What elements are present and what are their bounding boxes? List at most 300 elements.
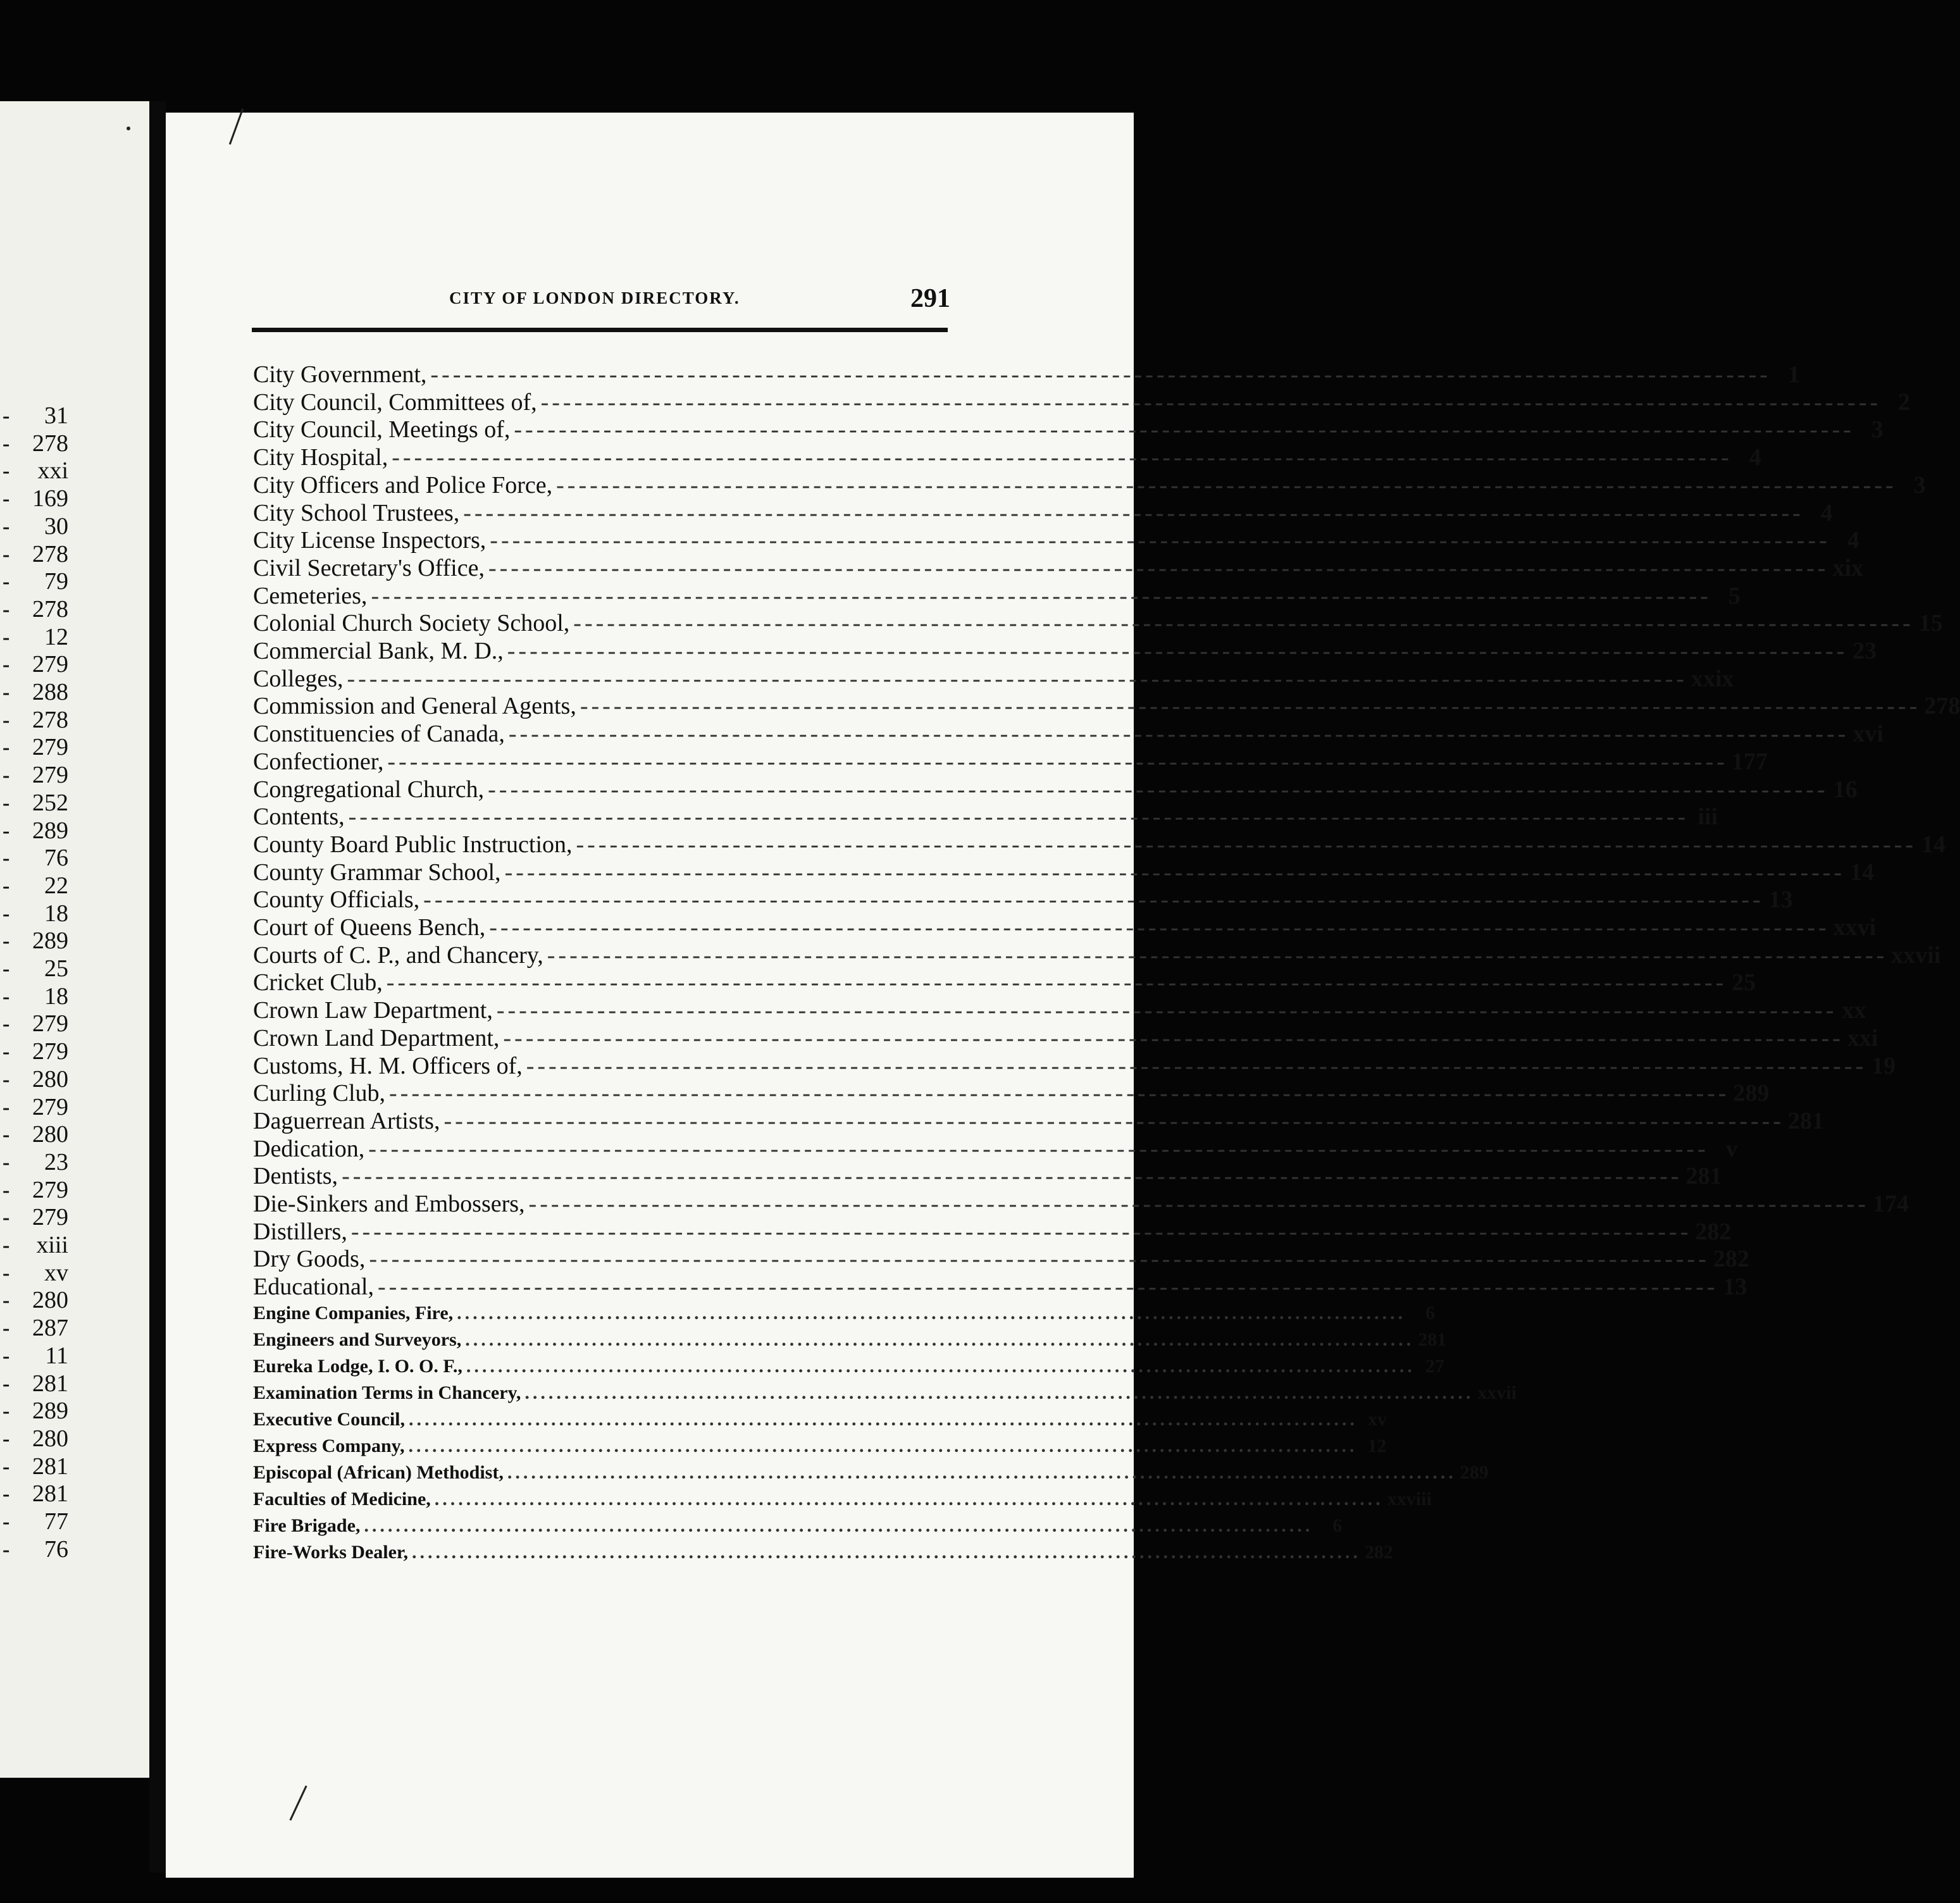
leader-dash: - xyxy=(3,1289,10,1313)
leader-dash: - xyxy=(3,597,10,621)
left-number-value: 289 xyxy=(32,1398,68,1425)
entry-page-ref: xxi xyxy=(1847,1024,1878,1051)
leader-dash: - xyxy=(3,1123,10,1147)
left-number-value: 280 xyxy=(32,1287,68,1314)
entry-label: Episcopal (African) Methodist, xyxy=(253,1461,504,1483)
index-entry xyxy=(253,1327,1447,1353)
leader-dash: - xyxy=(3,431,10,456)
entry-page-ref: xxviii xyxy=(1387,1488,1432,1509)
leader-dash: - xyxy=(3,984,10,1008)
entry-label: County Officials, xyxy=(253,886,420,914)
dot-leader: ------------------------------------------------------------------------------------------------------------------------ xyxy=(488,554,1829,581)
entry-page-ref: xxvii xyxy=(1891,941,1941,969)
entry-label: Confectioner, xyxy=(253,748,384,775)
leader-dash: - xyxy=(3,902,10,926)
dot-leader: ------------------------------------------------------------------------------------------------------------------------ xyxy=(463,499,1804,526)
left-page-number xyxy=(0,1231,149,1259)
entry-label: City License Inspectors, xyxy=(253,527,487,554)
index-entry xyxy=(253,582,1740,610)
entry-page-ref: xvi xyxy=(1852,721,1883,748)
index-entry xyxy=(253,1460,1489,1485)
leader-dash: - xyxy=(3,1178,10,1202)
left-number-value: 279 xyxy=(32,1093,68,1120)
leader-dash: - xyxy=(3,459,10,483)
dot-leader: ------------------------------------------------------------------------------------------------------------------------ xyxy=(508,721,1849,748)
entry-label: Eureka Lodge, I. O. O. F., xyxy=(253,1355,462,1377)
dot-leader: ........................................................................................................................ xyxy=(465,1329,1415,1350)
left-page-number xyxy=(0,872,149,900)
entry-page-ref: 14 xyxy=(1921,831,1946,858)
left-number-value: 281 xyxy=(32,1370,68,1397)
index-entry xyxy=(253,609,1943,637)
left-number-value: 76 xyxy=(44,1535,68,1563)
index-entry xyxy=(253,1273,1747,1301)
left-number-value: 280 xyxy=(32,1065,68,1093)
dot-leader: ------------------------------------------------------------------------------------------------------------------------ xyxy=(389,1080,1730,1107)
dot-leader: ------------------------------------------------------------------------------------------------------------------------ xyxy=(368,1135,1709,1162)
left-page-number xyxy=(0,595,149,623)
entry-label: Civil Secretary's Office, xyxy=(253,554,485,581)
entry-page-ref: 12 xyxy=(1367,1435,1387,1456)
entry-page-ref: 4 xyxy=(1749,444,1761,471)
leader-dash: - xyxy=(3,404,10,428)
entry-label: Faculties of Medicine, xyxy=(253,1488,431,1509)
entry-page-ref: xxix xyxy=(1691,665,1734,692)
entry-page-ref: 174 xyxy=(1873,1191,1909,1217)
left-number-value: 289 xyxy=(32,817,68,844)
left-number-value: 79 xyxy=(44,568,68,595)
dot-leader: ------------------------------------------------------------------------------------------------------------------------ xyxy=(377,1274,1718,1301)
entry-page-ref: 289 xyxy=(1460,1461,1489,1483)
dot-leader: ........................................................................................................................ xyxy=(524,1382,1474,1403)
left-page-number xyxy=(0,1010,149,1038)
leader-dash: - xyxy=(3,957,10,981)
entry-page-ref: 1 xyxy=(1787,361,1800,388)
left-number-value: 279 xyxy=(32,651,68,678)
index-entry xyxy=(253,1162,1722,1190)
dot-leader: ------------------------------------------------------------------------------------------------------------------------ xyxy=(387,748,1728,775)
leader-dash: - xyxy=(3,929,10,953)
entry-label: Court of Queens Bench, xyxy=(253,914,486,941)
left-page-number xyxy=(0,650,149,678)
dot-leader: ------------------------------------------------------------------------------------------------------------------------ xyxy=(423,886,1764,914)
dot-leader: ------------------------------------------------------------------------------------------------------------------------ xyxy=(556,471,1897,499)
index-entry xyxy=(253,1079,1770,1107)
left-number-value: 281 xyxy=(32,1453,68,1480)
dot-leader: ------------------------------------------------------------------------------------------------------------------------ xyxy=(347,665,1687,692)
entry-label: City Council, Committees of, xyxy=(253,388,537,416)
entry-page-ref: iii xyxy=(1697,803,1718,831)
entry-page-ref: 6 xyxy=(1425,1302,1436,1323)
index-entry xyxy=(253,1407,1387,1432)
left-page-number xyxy=(0,982,149,1010)
leader-dash: - xyxy=(3,1399,10,1423)
dot-leader: ------------------------------------------------------------------------------------------------------------------------ xyxy=(576,831,1917,858)
index-entry xyxy=(253,388,1911,416)
left-page-number xyxy=(0,1453,149,1480)
index-entry xyxy=(253,859,1875,886)
index-entry xyxy=(253,554,1864,582)
left-number-value: 278 xyxy=(32,595,68,623)
page-number: 291 xyxy=(910,284,950,313)
entry-page-ref: 6 xyxy=(1332,1515,1343,1536)
entry-label: Dry Goods, xyxy=(253,1246,366,1273)
left-page-number xyxy=(0,1397,149,1425)
dot-leader: ........................................................................................................................ xyxy=(409,1408,1358,1430)
entry-page-ref: xix xyxy=(1832,554,1864,581)
left-page-number xyxy=(0,1370,149,1398)
dot-leader: ------------------------------------------------------------------------------------------------------------------------ xyxy=(507,638,1848,664)
left-page-number xyxy=(0,1065,149,1093)
dot-leader: ........................................................................................................................ xyxy=(457,1302,1406,1323)
dot-leader: ------------------------------------------------------------------------------------------------------------------------ xyxy=(386,969,1727,996)
entry-label: Colonial Church Society School, xyxy=(253,610,570,637)
leader-dash: - xyxy=(3,819,10,843)
leader-dash: - xyxy=(3,708,10,732)
index-entry xyxy=(253,720,1883,748)
left-number-value: 31 xyxy=(44,402,68,429)
entry-page-ref: xxvii xyxy=(1477,1382,1517,1403)
dot-leader: ------------------------------------------------------------------------------------------------------------------------ xyxy=(443,1107,1784,1134)
leader-dash: - xyxy=(3,1510,10,1534)
dot-leader: ------------------------------------------------------------------------------------------------------------------------ xyxy=(348,803,1689,831)
left-page-number xyxy=(0,567,149,595)
dot-leader: ------------------------------------------------------------------------------------------------------------------------ xyxy=(490,527,1830,554)
left-page-number xyxy=(0,1148,149,1176)
index-entry xyxy=(253,803,1718,831)
left-page-number xyxy=(0,927,149,955)
leader-dash: - xyxy=(3,1261,10,1285)
index-entry xyxy=(253,886,1793,914)
entry-label: Courts of C. P., and Chancery, xyxy=(253,941,543,969)
entry-label: Fire-Works Dealer, xyxy=(253,1541,408,1563)
entry-label: Examination Terms in Chancery, xyxy=(253,1382,521,1403)
dot-leader: ------------------------------------------------------------------------------------------------------------------------ xyxy=(503,1024,1844,1051)
entry-label: Die-Sinkers and Embossers, xyxy=(253,1191,525,1217)
dot-leader: ------------------------------------------------------------------------------------------------------------------------ xyxy=(392,444,1732,471)
leader-dash: - xyxy=(3,542,10,566)
index-entry xyxy=(253,692,1960,720)
entry-page-ref: 289 xyxy=(1733,1080,1770,1107)
entry-label: City Government, xyxy=(253,361,427,388)
left-page-number xyxy=(0,1508,149,1535)
index-entry xyxy=(253,499,1833,527)
entry-page-ref: 2 xyxy=(1898,388,1911,416)
entry-page-ref: 281 xyxy=(1685,1163,1722,1190)
left-number-value: 23 xyxy=(44,1148,68,1175)
left-page-number xyxy=(0,706,149,734)
left-number-value: 279 xyxy=(32,1038,68,1065)
index-entry xyxy=(253,665,1734,693)
entry-label: Crown Law Department, xyxy=(253,997,493,1024)
entry-label: Daguerrean Artists, xyxy=(253,1107,440,1134)
left-number-value: xv xyxy=(44,1259,68,1286)
entry-label: City School Trustees, xyxy=(253,499,460,526)
left-page-number xyxy=(0,1038,149,1065)
left-number-value: 18 xyxy=(44,900,68,927)
entry-label: Express Company, xyxy=(253,1435,405,1456)
leader-dash: - xyxy=(3,1454,10,1478)
left-page-number xyxy=(0,402,149,430)
left-page-number xyxy=(0,955,149,982)
entry-label: Commercial Bank, M. D., xyxy=(253,638,504,664)
leader-dash: - xyxy=(3,1234,10,1257)
entry-label: Constituencies of Canada, xyxy=(253,721,505,748)
left-number-value: 18 xyxy=(44,982,68,1010)
dot-leader: ........................................................................................................................ xyxy=(364,1515,1313,1536)
entry-label: Engine Companies, Fire, xyxy=(253,1302,454,1323)
left-page-number xyxy=(0,817,149,845)
leader-dash: - xyxy=(3,514,10,538)
entry-label: Colleges, xyxy=(253,665,344,692)
leader-dash: - xyxy=(3,1067,10,1091)
entry-page-ref: 282 xyxy=(1695,1218,1732,1245)
left-number-value: 25 xyxy=(44,955,68,982)
page-header xyxy=(253,283,962,315)
entry-page-ref: 177 xyxy=(1731,748,1768,775)
entry-label: Curling Club, xyxy=(253,1080,386,1107)
index-entry xyxy=(253,1487,1432,1512)
index-entry xyxy=(253,1540,1393,1565)
dot-leader: ------------------------------------------------------------------------------------------------------------------------ xyxy=(350,1218,1692,1245)
leader-dash: - xyxy=(3,1150,10,1174)
entry-label: Cemeteries, xyxy=(253,582,368,609)
left-number-value: 287 xyxy=(32,1315,68,1342)
dot-leader: ------------------------------------------------------------------------------------------------------------------------ xyxy=(342,1163,1682,1190)
left-number-value: 12 xyxy=(44,623,68,650)
entry-page-ref: 282 xyxy=(1713,1246,1749,1273)
dot-leader: ------------------------------------------------------------------------------------------------------------------------ xyxy=(504,859,1845,886)
left-number-value: 252 xyxy=(32,789,68,816)
dot-leader: ------------------------------------------------------------------------------------------------------------------------ xyxy=(488,776,1828,803)
entry-page-ref: v xyxy=(1725,1135,1738,1162)
left-page-number xyxy=(0,430,149,457)
dot-leader: ------------------------------------------------------------------------------------------------------------------------ xyxy=(430,361,1771,388)
entry-label: Engineers and Surveyors, xyxy=(253,1329,462,1350)
left-number-value: xxi xyxy=(37,457,68,485)
leader-dash: - xyxy=(3,1206,10,1230)
index-entry xyxy=(253,361,1800,388)
left-number-value: 169 xyxy=(32,485,68,512)
index-entry xyxy=(253,1024,1878,1052)
dot-leader: ........................................................................................................................ xyxy=(411,1541,1361,1563)
leader-dash: - xyxy=(3,736,10,760)
left-number-value: 280 xyxy=(32,1425,68,1452)
left-page-number xyxy=(0,678,149,706)
index-entry xyxy=(253,1513,1343,1539)
index-entry xyxy=(253,1434,1387,1459)
left-page-number xyxy=(0,1425,149,1453)
left-page-number xyxy=(0,1535,149,1563)
left-number-value: 289 xyxy=(32,927,68,955)
left-number-value: xiii xyxy=(36,1232,68,1258)
entry-label: Executive Council, xyxy=(253,1408,405,1430)
entry-page-ref: 5 xyxy=(1728,582,1740,609)
dot-leader: ------------------------------------------------------------------------------------------------------------------------ xyxy=(371,582,1711,609)
entry-page-ref: 282 xyxy=(1364,1541,1393,1563)
left-number-value: 77 xyxy=(44,1508,68,1535)
left-number-value: 278 xyxy=(32,430,68,457)
leader-dash: - xyxy=(3,570,10,594)
left-page-number xyxy=(0,900,149,927)
index-entry xyxy=(253,1245,1749,1273)
entry-page-ref: 19 xyxy=(1871,1052,1896,1079)
leader-dash: - xyxy=(3,874,10,898)
entry-page-ref: 15 xyxy=(1918,610,1943,637)
leader-dash: - xyxy=(3,764,10,788)
entry-page-ref: xxvi xyxy=(1833,914,1876,941)
entry-page-ref: 281 xyxy=(1418,1329,1447,1350)
entry-label: Customs, H. M. Officers of, xyxy=(253,1052,523,1079)
leader-dash: - xyxy=(3,487,10,511)
entry-page-ref: 27 xyxy=(1425,1355,1444,1377)
index-entry xyxy=(253,637,1877,665)
entry-page-ref: 13 xyxy=(1723,1274,1747,1301)
dot-leader: ------------------------------------------------------------------------------------------------------------------------ xyxy=(526,1052,1867,1079)
left-page-number xyxy=(0,733,149,761)
index-entry xyxy=(253,1135,1738,1163)
left-page-number xyxy=(0,1286,149,1314)
dot-leader: ........................................................................................................................ xyxy=(507,1461,1456,1483)
left-page-number xyxy=(0,1480,149,1508)
entry-label: Contents, xyxy=(253,803,345,831)
dot-leader: ------------------------------------------------------------------------------------------------------------------------ xyxy=(573,610,1914,637)
dot-leader: ------------------------------------------------------------------------------------------------------------------------ xyxy=(489,914,1830,941)
left-number-value: 30 xyxy=(44,512,68,540)
index-entry xyxy=(253,748,1768,776)
left-page-number xyxy=(0,1093,149,1121)
leader-dash: - xyxy=(3,653,10,677)
dot-leader: ------------------------------------------------------------------------------------------------------------------------ xyxy=(496,997,1837,1024)
left-number-value: 278 xyxy=(32,706,68,733)
entry-label: Dentists, xyxy=(253,1163,338,1190)
dot-leader: ........................................................................................................................ xyxy=(408,1435,1358,1456)
index-entry xyxy=(253,1218,1732,1246)
index-entry xyxy=(253,416,1883,443)
entry-label: County Grammar School, xyxy=(253,859,501,886)
left-page-number xyxy=(0,1259,149,1287)
entry-label: Commission and General Agents, xyxy=(253,693,576,720)
entry-label: Cricket Club, xyxy=(253,969,383,996)
leader-dash: - xyxy=(3,1482,10,1506)
ink-mark xyxy=(127,127,130,130)
index-entry xyxy=(253,996,1866,1024)
entry-label: City Hospital, xyxy=(253,444,388,471)
left-page-number xyxy=(0,1203,149,1231)
leader-dash: - xyxy=(3,625,10,649)
entry-label: Educational, xyxy=(253,1274,374,1301)
leader-dash: - xyxy=(3,1095,10,1119)
left-page-number xyxy=(0,789,149,817)
entry-page-ref: 16 xyxy=(1833,776,1858,803)
entry-page-ref: 4 xyxy=(1820,499,1833,526)
index-entry xyxy=(253,776,1858,803)
header-rule xyxy=(252,328,948,332)
entry-page-ref: 23 xyxy=(1852,638,1877,664)
left-page-number xyxy=(0,457,149,485)
index-entry xyxy=(253,1052,1896,1080)
running-title: CITY OF LONDON DIRECTORY. xyxy=(449,288,740,307)
leader-dash: - xyxy=(3,846,10,871)
index-entry xyxy=(253,471,1926,499)
entry-label: County Board Public Instruction, xyxy=(253,831,573,858)
index-entry xyxy=(253,914,1876,941)
left-number-value: 22 xyxy=(44,872,68,899)
left-page-number xyxy=(0,761,149,789)
entry-label: Fire Brigade, xyxy=(253,1515,361,1536)
leader-dash: - xyxy=(3,1537,10,1561)
left-number-value: 279 xyxy=(32,1176,68,1203)
left-number-value: 279 xyxy=(32,1204,68,1231)
leader-dash: - xyxy=(3,1317,10,1341)
left-number-value: 76 xyxy=(44,845,68,872)
dot-leader: ------------------------------------------------------------------------------------------------------------------------ xyxy=(369,1246,1709,1273)
entry-page-ref: xv xyxy=(1368,1408,1387,1430)
left-number-value: 11 xyxy=(45,1342,68,1369)
dot-leader: ------------------------------------------------------------------------------------------------------------------------ xyxy=(547,941,1888,969)
left-number-value: 279 xyxy=(32,1010,68,1038)
dot-leader: ------------------------------------------------------------------------------------------------------------------------ xyxy=(540,388,1882,416)
entry-page-ref: 25 xyxy=(1732,969,1756,996)
left-page-number xyxy=(0,512,149,540)
index-entry xyxy=(253,1380,1517,1406)
index-entry xyxy=(253,1107,1824,1135)
entry-page-ref: 13 xyxy=(1768,886,1793,914)
left-page-number xyxy=(0,485,149,512)
leader-dash: - xyxy=(3,1344,10,1368)
dot-leader: ........................................................................................................................ xyxy=(434,1488,1384,1509)
left-number-value: 278 xyxy=(32,540,68,567)
dot-leader: ------------------------------------------------------------------------------------------------------------------------ xyxy=(528,1191,1870,1217)
entry-page-ref: 278 xyxy=(1924,693,1960,720)
leader-dash: - xyxy=(3,681,10,704)
index-entry xyxy=(253,831,1946,859)
left-page-number xyxy=(0,1176,149,1204)
entry-label: Dedication, xyxy=(253,1135,365,1162)
entry-page-ref: xx xyxy=(1842,997,1866,1024)
entry-page-ref: 3 xyxy=(1871,416,1883,443)
entry-page-ref: 3 xyxy=(1913,471,1926,499)
left-number-value: 281 xyxy=(32,1480,68,1508)
entry-page-ref: 281 xyxy=(1787,1107,1824,1134)
leader-dash: - xyxy=(3,1012,10,1036)
left-page-number xyxy=(0,623,149,651)
entry-label: Crown Land Department, xyxy=(253,1024,500,1051)
dot-leader: ------------------------------------------------------------------------------------------------------------------------ xyxy=(514,416,1854,443)
left-page-number xyxy=(0,1342,149,1370)
dot-leader: ------------------------------------------------------------------------------------------------------------------------ xyxy=(580,693,1921,720)
index-entry xyxy=(253,969,1756,996)
left-page-number xyxy=(0,844,149,872)
leader-dash: - xyxy=(3,1372,10,1396)
left-page-number xyxy=(0,540,149,568)
entry-label: City Council, Meetings of, xyxy=(253,416,511,443)
left-page-number xyxy=(0,1120,149,1148)
index-entry xyxy=(253,443,1761,471)
left-page-number xyxy=(0,1314,149,1342)
left-number-value: 280 xyxy=(32,1121,68,1148)
dot-leader: ........................................................................................................................ xyxy=(466,1355,1415,1377)
entry-label: Congregational Church, xyxy=(253,776,485,803)
book-gutter xyxy=(149,101,166,1873)
index-entry xyxy=(253,526,1859,554)
entry-page-ref: 4 xyxy=(1847,527,1859,554)
leader-dash: - xyxy=(3,1040,10,1064)
index-entry xyxy=(253,1190,1909,1218)
index-entry xyxy=(253,941,1941,969)
index-entry xyxy=(253,1354,1444,1379)
left-number-value: 288 xyxy=(32,679,68,705)
